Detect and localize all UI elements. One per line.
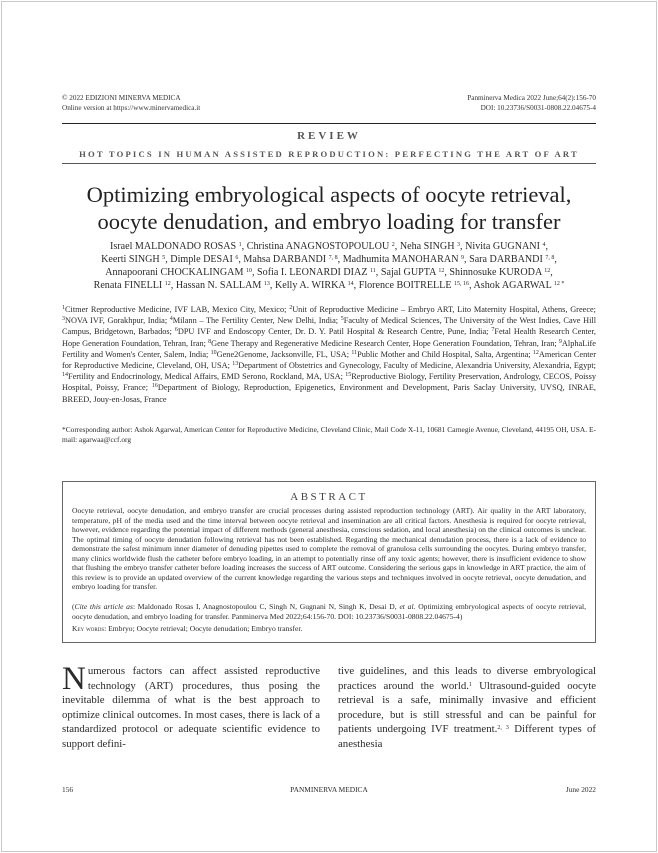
author <box>465 241 545 252</box>
topic-rule <box>62 163 596 164</box>
author <box>469 254 554 265</box>
author-affiliation-ref: 12 <box>438 268 445 274</box>
affiliation-text: NOVA IVF, Gorakhpur, India; <box>65 316 170 326</box>
author-affiliation-ref: 9 <box>461 255 465 261</box>
author <box>381 267 445 278</box>
author <box>449 267 550 278</box>
author-affiliation-ref: 4 <box>542 242 546 248</box>
affiliation-text: Unit of Reproductive Medicine – Embryo ART, Lito Maternity Hospital, Athens, Greece; <box>292 305 596 314</box>
title-line: oocyte denudation, and embryo loading for transfer <box>97 209 561 234</box>
cite-as: (Cite this article as: Maldonado Rosas I, Anagnostopoulou C, Singh N, Gugnani N, Singh K, Desai D, et al. Optimizing embryological aspects of oocyte retrieval, oocyte denudation, and embryo loading for transfer. Panminerva Med 2022;64:156-70. DOI: 10.23736/S0031-0808.22.04675-4) <box>72 602 587 621</box>
cite-text: : Maldonado Rosas I, Anagnostopoulou C, Singh N, Gugnani N, Singh K, Desai D, <box>132 602 400 611</box>
author-name: Mahsa DARBANDI <box>243 254 327 265</box>
author-name: Hassan N. SALLAM <box>175 280 262 291</box>
body-text: tive guidelines, and this leads to diverse embryological practices around the world. <box>338 665 596 692</box>
affiliation-text: Milann – The Fertility Center, New Delhi, India; <box>172 316 341 326</box>
affiliation-text: Public Mother and Child Hospital, Salta, Argentina; <box>357 349 533 359</box>
affiliation-text: DPU IVF and Endoscopy Center, Dr. D. Y. Patil Hospital & Research Centre, Pune, India; <box>177 327 492 337</box>
page-number: 156 <box>62 785 74 794</box>
keywords-text: Embryo; Oocyte retrieval; Oocyte denudation; Embryo transfer. <box>108 624 303 633</box>
author-name: Madhumita MANOHARAN <box>342 254 459 265</box>
cite-label: Cite this article as <box>74 602 133 611</box>
author-name: Christina ANAGNOSTOPOULOU <box>246 241 390 252</box>
author <box>243 254 337 265</box>
copyright: © 2022 EDIZIONI MINERVA MEDICA <box>62 94 181 102</box>
author-name: Israel MALDONADO ROSAS <box>109 241 237 252</box>
affiliation-number: 16 <box>151 383 158 390</box>
header-rule <box>62 123 596 124</box>
author-affiliation-ref: 12 <box>544 268 551 274</box>
author-name: Sara DARBANDI <box>469 254 543 265</box>
citation-info: Panminerva Medica 2022 June;64(2):156-70 <box>467 94 596 102</box>
affiliation-number: 14 <box>62 372 68 379</box>
abstract-text: Oocyte retrieval, oocyte denudation, and embryo transfer are crucial processes during assisted reproduction technology (ART). Air quality in the ART laboratory, temperature, pH of the media used and the time interval between oocyte retrieval and insemination are all critical factors. Anesthesia is required for oocyte retrieval, however, evidence regarding the potential impact of different methods (general anesthesia, conscious sedation, and local anesthesia) on the clinical outcomes is unclear. The optimal timing of oocyte denudation following retrieval has not been established. Regarding the mechanical denudation process, there is a lack of evidence to demonstrate the safest minimum inner diameter of denuding pipettes used to complete the removal of granulosa cells surrounding the oocytes. During embryo transfer, many clinics worldwide flush the catheter before embryo loading, in an attempt to potentially rinse off any toxic agents; however, there is insufficient evidence to show that flushing the embryo transfer catheter before loading increases the success of ART outcome. Considering the serious gaps in knowledge in ART practice, the aim of this review is to provide an updated overview of the current knowledge regarding the various steps and techniques involved in oocyte retrieval, oocyte denudation, and embryo loading for transfer. <box>72 506 586 591</box>
author <box>247 241 395 252</box>
author-name: Sajal GUPTA <box>380 267 436 278</box>
keywords <box>72 624 302 633</box>
body-column-1 <box>62 661 320 752</box>
author-name: Neha SINGH <box>399 241 455 252</box>
author-affiliation-ref: 3 <box>457 242 461 248</box>
affiliations <box>62 304 596 405</box>
body-text: Different types of anesthesia <box>338 723 596 750</box>
author-list: Israel MALDONADO ROSAS $^1$, Christina ANAGNOSTOPOULOU $^2$, Neha SINGH $^3$, Nivita GUGNANI $^4$, Keerti SINGH $^5$, Dimple DESAI $^6$, Mahsa DARBANDI $^{7, 8}$, Madhumita MANOHARAN $^9$, Sara DARBANDI $^{7, 8}$, Annapoorani CHOCKALINGAM $^{10}$, Sofia I. LEONARDI DIAZ $^{11}$, Sajal GUPTA $^{12}$, Shinnosuke KURODA $^{12}$, Renata FINELLI $^{12}$, Hassan N. SALLAM $^{13}$, Kelly A. WIRKA $^{14}$, Florence BOITRELLE $^{15, 16}$, Ashok AGARWAL $^{12 *}$ <box>93 241 565 291</box>
author-affiliation-ref: 15, 16 <box>454 281 470 287</box>
affiliation-number: 8 <box>208 338 212 345</box>
affiliation-text: Fetal Health Research Center, Hope Generation Foundation, Tehran, Iran; <box>62 327 596 348</box>
affiliation-number: 5 <box>340 316 344 323</box>
article-title <box>62 181 596 235</box>
corresponding-author: *Corresponding author: Ashok Agarwal, American Center for Reproductive Medicine, Cleveland Clinic, Mail Code X-11, 10681 Carnegie Avenue, Cleveland, 44195 OH, USA. E-mail: agarwaa@ccf.org <box>62 425 596 444</box>
author-affiliation-ref: 7, 8 <box>545 255 555 261</box>
author-affiliation-ref: 6 <box>235 255 239 261</box>
affiliation-number: 9 <box>558 338 562 345</box>
author-name: Renata FINELLI <box>93 280 163 291</box>
author <box>110 241 242 252</box>
author-name: Shinnosuke KURODA <box>449 267 542 278</box>
author <box>343 254 464 265</box>
abstract-box <box>62 481 596 643</box>
affiliation-text: Fertility and Endocrinology, Medical Affairs, EMD Serono, Rockland, MA, USA; <box>68 372 346 382</box>
footer-journal: PANMINERVA MEDICA <box>290 785 368 794</box>
affiliation-number: 11 <box>351 349 358 356</box>
footer-date: June 2022 <box>565 785 596 794</box>
author-affiliation-ref: 2 <box>391 242 395 248</box>
author-affiliation-ref: 14 <box>347 281 354 287</box>
author-name: Annapoorani CHOCKALINGAM <box>105 267 244 278</box>
affiliation-text: Gene Therapy and Regenerative Medicine Research Center, Hope Generation Foundation, Tehran, Iran; <box>211 338 559 348</box>
author-affiliation-ref: 12 <box>164 281 171 287</box>
keywords-label: Key words: <box>72 624 107 633</box>
affiliation-text: American Center for Reproductive Medicine, Cleveland, OH, USA; <box>62 349 596 371</box>
affiliation-text: Department of Biology, Reproduction, Epigenetics, Environment and Development, Paris Saclay University, UVSQ, INRAE, BREED, Jouy-en-Josas, France <box>62 383 596 404</box>
affiliation-text: Department of Obstetrics and Gynecology, Faculty of Medicine, Alexandria University, Alexandria, Egypt; <box>238 361 596 371</box>
reference-marker[interactable]: 1 <box>468 681 472 688</box>
affiliation-number: 4 <box>169 316 173 323</box>
author <box>176 280 270 291</box>
body-text: Ultrasound-guided oocyte retrieval is a safe, minimally invasive and efficient procedure, but is still stressful and can be painful for patients undergoing IVF treatment. <box>338 679 596 736</box>
author <box>257 267 376 278</box>
affiliation-number: 2 <box>289 305 293 311</box>
author-name: Ashok AGARWAL <box>473 280 552 291</box>
affiliation-number: 13 <box>232 361 239 368</box>
author <box>359 280 469 291</box>
author-affiliation-ref: 1 <box>238 242 242 248</box>
affiliation-text: Citmer Reproductive Medicine, IVF LAB, Mexico City, Mexico; <box>65 305 290 314</box>
affiliation-number: 10 <box>210 349 217 356</box>
author-name: Dimple DESAI <box>170 254 233 265</box>
topic-label: HOT TOPICS IN HUMAN ASSISTED REPRODUCTION: PERFECTING THE ART OF ART <box>79 149 579 159</box>
affiliation-number: 7 <box>491 327 495 334</box>
author <box>400 241 460 252</box>
affiliation-text: Faculty of Medical Sciences, The University of the West Indies, Cave Hill Campus, Bridgetown, Barbados; <box>62 316 597 337</box>
drop-cap: N <box>62 661 86 697</box>
author-affiliation-ref: 13 <box>263 281 270 287</box>
section-label: REVIEW <box>297 130 361 142</box>
cite-rest: Optimizing embryological aspects of oocyte retrieval, oocyte denudation, and embryo loading for transfer. Panminerva Med 2022;64:156-70. DOI: 10.23736/S0031-0808.22.04675-4) <box>72 602 587 621</box>
cite-etal: et al. <box>399 602 416 611</box>
doi: DOI: 10.23736/S0031-0808.22.04675-4 <box>480 103 596 112</box>
affiliation-number: 15 <box>345 372 352 379</box>
reference-marker[interactable]: 2, 3 <box>497 725 509 732</box>
affiliation-text: AlphaLife Fertility and Women's Center, Salem, India; <box>62 338 596 359</box>
author <box>275 280 354 291</box>
abstract-title: ABSTRACT <box>290 491 368 503</box>
author <box>474 280 565 291</box>
author <box>170 254 238 265</box>
header-right <box>467 94 596 113</box>
affiliation-number: 3 <box>62 316 65 323</box>
header-left <box>62 94 200 113</box>
affiliation-text: Gene2Genome, Jacksonville, FL, USA; <box>216 349 352 359</box>
author-name: Florence BOITRELLE <box>358 280 452 291</box>
author-name: Keerti SINGH <box>101 254 160 265</box>
affiliation-number: 6 <box>174 327 178 334</box>
author-name: Kelly A. WIRKA <box>274 280 346 291</box>
affiliation-number: 12 <box>532 349 539 356</box>
online-version: Online version at https://www.minervamedica.it <box>62 103 201 112</box>
affiliation-number: 1 <box>62 305 65 311</box>
author <box>105 267 252 278</box>
author-affiliation-ref: 7, 8 <box>328 255 338 261</box>
body-column-2 <box>338 664 596 752</box>
author <box>101 254 165 265</box>
author-affiliation-ref: 10 <box>245 268 252 274</box>
author <box>94 280 171 291</box>
affiliation-text: Reproductive Biology, Fertility Preservation, Andrology, CECOS, Poissy Hospital, Poissy, France; <box>62 372 596 393</box>
author-name: Sofia I. LEONARDI DIAZ <box>257 267 368 278</box>
author-name: Nivita GUGNANI <box>465 241 540 252</box>
author-affiliation-ref: 12 * <box>553 281 565 287</box>
title-line: Optimizing embryological aspects of oocyte retrieval, <box>86 182 572 207</box>
author-affiliation-ref: 5 <box>162 255 166 261</box>
body-text: umerous factors can affect assisted reproductive technology (ART) procedures, thus posing the inevitable dilemma of what is the best approach to optimize clinical outcomes. In most cases, there is lack of a standardized protocol or adequate scientific evidence to support defini- <box>62 665 320 750</box>
author-affiliation-ref: 11 <box>370 268 376 274</box>
